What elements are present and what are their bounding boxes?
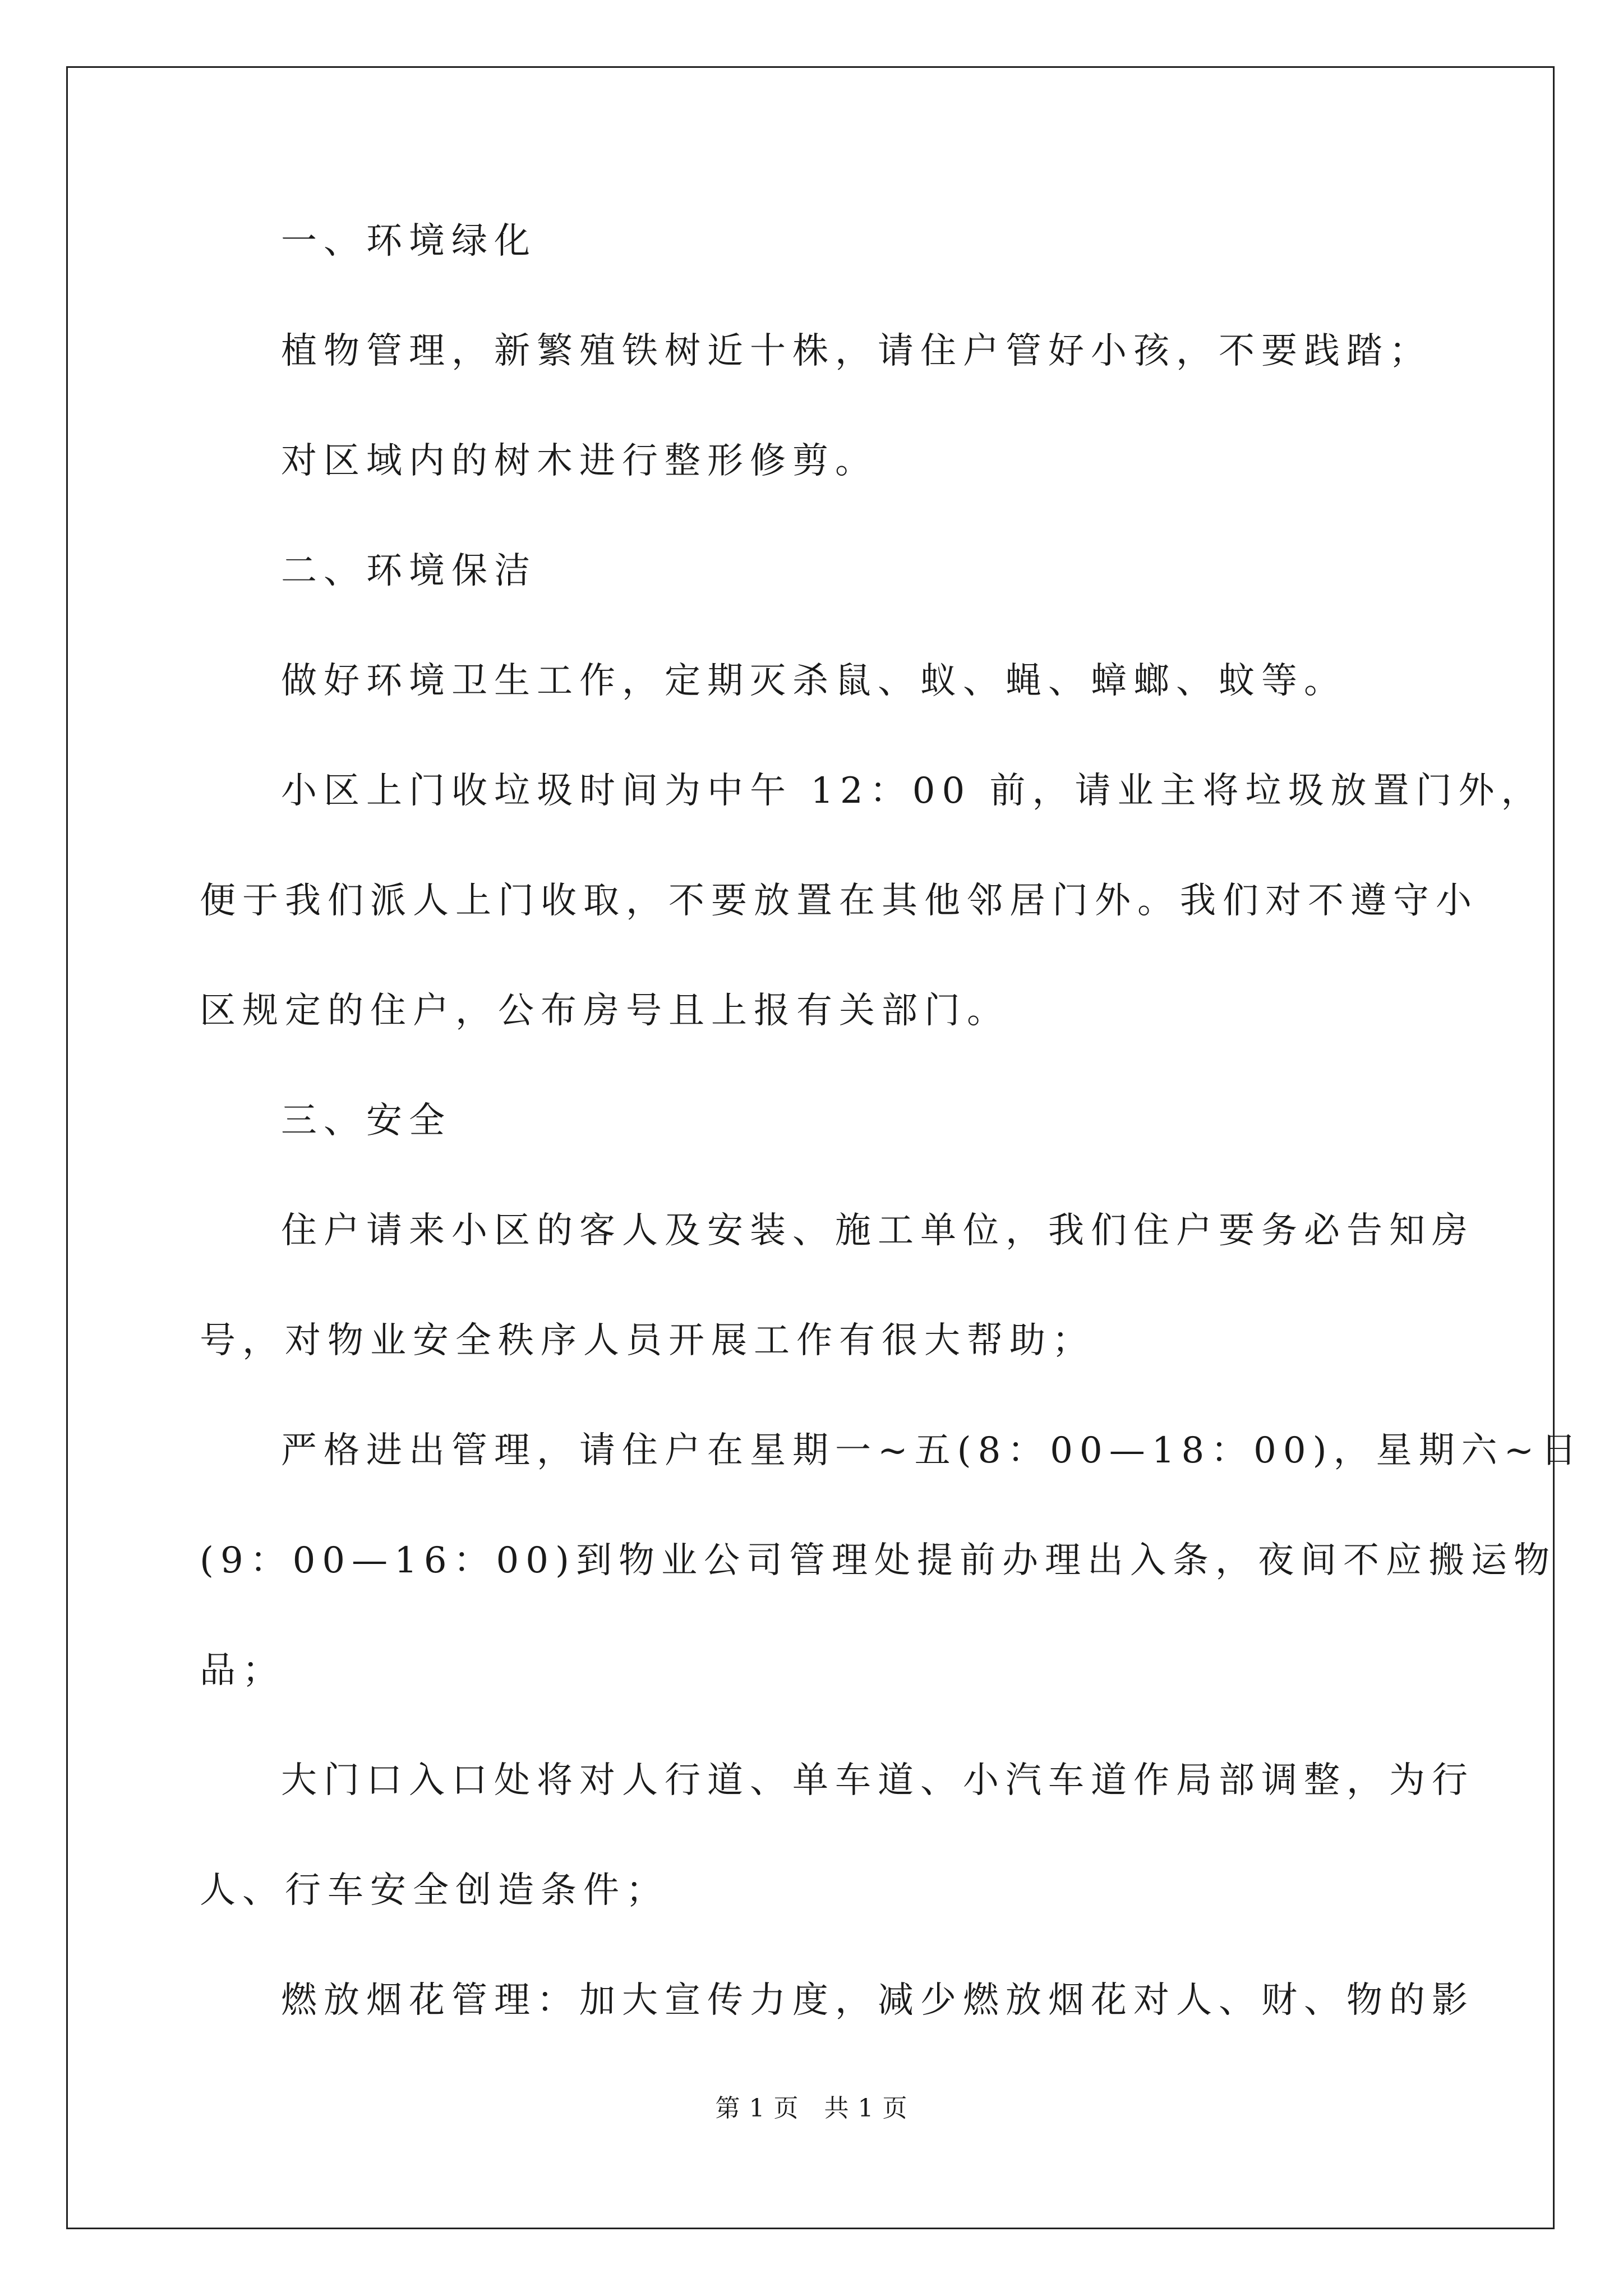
- heading-cleaning: 二、环境保洁: [281, 550, 537, 592]
- heading-greening: 一、环境绿化: [281, 220, 537, 262]
- paragraph-entrance-line-2: 人、行车安全创造条件；: [200, 1870, 668, 1911]
- paragraph-access-line-1: 严格进出管理，请住户在星期一~五(8：00—18：00)，星期六~日: [281, 1430, 1584, 1471]
- page-footer: 第 1 页 共 1 页: [715, 2094, 908, 2123]
- paragraph-plant-management: 植物管理，新繁殖铁树近十株，请住户管好小孩，不要践踏；: [281, 330, 1432, 372]
- paragraph-access-line-2: (9：00—16：00)到物业公司管理处提前办理出入条，夜间不应搬运物: [200, 1540, 1556, 1581]
- paragraph-garbage-line-2: 便于我们派人上门收取，不要放置在其他邻居门外。我们对不遵守小: [200, 880, 1478, 922]
- paragraph-access-line-3: 品；: [200, 1650, 285, 1691]
- paragraph-fireworks-line-1: 燃放烟花管理：加大宣传力度，减少燃放烟花对人、财、物的影: [281, 1980, 1474, 2021]
- paragraph-entrance-line-1: 大门口入口处将对人行道、单车道、小汽车道作局部调整，为行: [281, 1760, 1474, 1801]
- paragraph-garbage-line-1: 小区上门收垃圾时间为中午 12：00 前，请业主将垃圾放置门外，: [281, 770, 1544, 812]
- paragraph-hygiene: 做好环境卫生工作，定期灭杀鼠、蚁、蝇、蟑螂、蚊等。: [281, 660, 1347, 702]
- paragraph-visitors-line-2: 号，对物业安全秩序人员开展工作有很大帮助；: [200, 1320, 1095, 1361]
- paragraph-garbage-line-3: 区规定的住户，公布房号且上报有关部门。: [200, 990, 1009, 1032]
- paragraph-visitors-line-1: 住户请来小区的客人及安装、施工单位，我们住户要务必告知房: [281, 1210, 1474, 1251]
- paragraph-tree-pruning: 对区域内的树木进行整形修剪。: [281, 440, 878, 482]
- heading-safety: 三、安全: [281, 1100, 451, 1142]
